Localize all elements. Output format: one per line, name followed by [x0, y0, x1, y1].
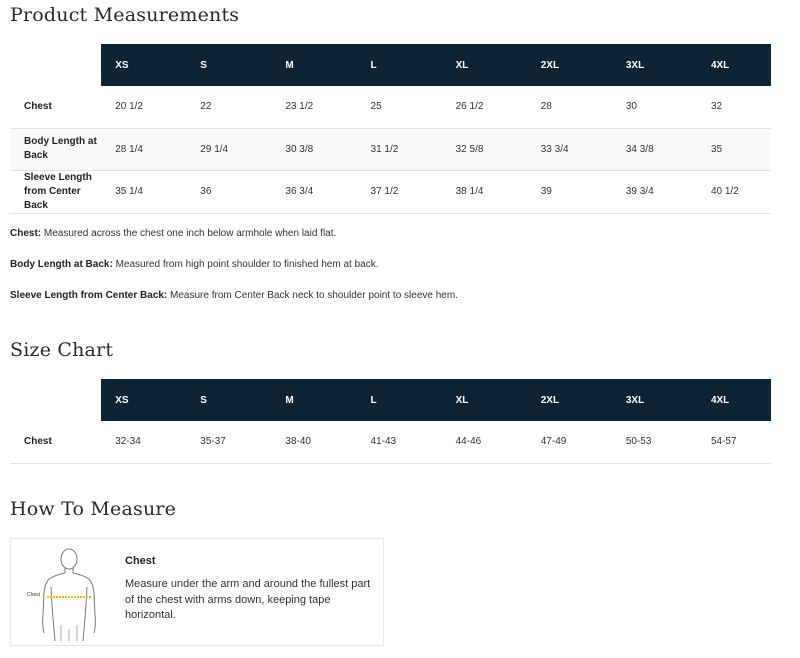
table-cell: 47-49	[527, 421, 612, 463]
size-header-cell: XL	[442, 44, 527, 86]
size-header-cell: S	[186, 44, 271, 86]
size-header-cell: S	[186, 379, 271, 421]
note-chest	[10, 228, 336, 239]
table-cell: 23 1/2	[271, 86, 356, 128]
size-header-cell: XS	[101, 379, 186, 421]
table-cell: 38 1/4	[442, 170, 527, 213]
header-blank-cell	[10, 44, 101, 86]
note-text: Measured across the chest one inch below armhole when laid flat.	[41, 228, 337, 239]
table-cell: 38-40	[271, 421, 356, 463]
size-header-cell: M	[271, 379, 356, 421]
row-label: Chest	[10, 421, 101, 463]
table-cell: 20 1/2	[101, 86, 186, 128]
size-header-cell: XS	[101, 44, 186, 86]
table-cell: 29 1/4	[186, 128, 271, 170]
note-sleeve-length	[10, 290, 458, 301]
table-cell: 31 1/2	[357, 128, 442, 170]
table-cell: 26 1/2	[442, 86, 527, 128]
table-cell: 32 5/8	[442, 128, 527, 170]
note-term: Sleeve Length from Center Back:	[10, 290, 168, 301]
table-cell: 39	[527, 170, 612, 213]
table-row-sleeve-length	[10, 170, 771, 213]
how-to-measure-title: How To Measure	[10, 498, 177, 520]
table-cell: 35	[697, 128, 771, 170]
table-cell: 28	[527, 86, 612, 128]
table-cell: 30	[612, 86, 697, 128]
table-cell: 44-46	[442, 421, 527, 463]
chest-measure-figure	[25, 545, 109, 643]
size-header-cell: 2XL	[527, 44, 612, 86]
table-cell: 28 1/4	[101, 128, 186, 170]
header-blank-cell	[10, 379, 101, 421]
product-measurements-title: Product Measurements	[10, 4, 240, 26]
row-label: Body Length at Back	[10, 128, 101, 170]
size-header-cell: 4XL	[697, 44, 771, 86]
table-cell: 22	[186, 86, 271, 128]
size-header-cell: XL	[442, 379, 527, 421]
size-header-row	[10, 379, 771, 421]
size-header-cell: 3XL	[612, 379, 697, 421]
table-cell: 35 1/4	[101, 170, 186, 213]
table-row-body-length	[10, 128, 771, 170]
size-header-row	[10, 44, 771, 86]
table-cell: 36 3/4	[271, 170, 356, 213]
note-body-length	[10, 259, 379, 270]
table-row-chest	[10, 421, 771, 463]
note-term: Chest:	[10, 228, 42, 239]
size-chart-table	[10, 379, 771, 464]
figure-chest-label: Chest	[27, 592, 41, 598]
note-text: Measure from Center Back neck to shoulder point to sleeve hem.	[167, 290, 458, 301]
table-cell: 30 3/8	[271, 128, 356, 170]
table-row-chest	[10, 86, 771, 128]
table-cell: 41-43	[357, 421, 442, 463]
table-cell: 33 3/4	[527, 128, 612, 170]
table-cell: 32-34	[101, 421, 186, 463]
row-label: Chest	[10, 86, 101, 128]
size-chart-title: Size Chart	[10, 339, 114, 361]
table-cell: 32	[697, 86, 771, 128]
note-text: Measured from high point shoulder to finished hem at back.	[112, 259, 379, 270]
table-cell: 34 3/8	[612, 128, 697, 170]
size-header-cell: 3XL	[612, 44, 697, 86]
table-cell: 36	[186, 170, 271, 213]
card-title: Chest	[125, 555, 156, 567]
note-term: Body Length at Back:	[10, 259, 113, 270]
table-cell: 39 3/4	[612, 170, 697, 213]
card-description: Measure under the arm and around the fullest part of the chest with arms down, keeping tape horizontal.	[125, 578, 371, 621]
table-cell: 40 1/2	[697, 170, 771, 213]
size-header-cell: M	[271, 44, 356, 86]
measure-card-chest	[10, 538, 384, 646]
table-cell: 25	[357, 86, 442, 128]
table-cell: 54-57	[697, 421, 771, 463]
row-label: Sleeve Length from Center Back	[10, 170, 101, 213]
table-cell: 50-53	[612, 421, 697, 463]
table-cell: 37 1/2	[357, 170, 442, 213]
size-header-cell: L	[357, 379, 442, 421]
product-measurements-table	[10, 44, 771, 214]
size-header-cell: 4XL	[697, 379, 771, 421]
size-header-cell: 2XL	[527, 379, 612, 421]
table-cell: 35-37	[186, 421, 271, 463]
size-header-cell: L	[357, 44, 442, 86]
